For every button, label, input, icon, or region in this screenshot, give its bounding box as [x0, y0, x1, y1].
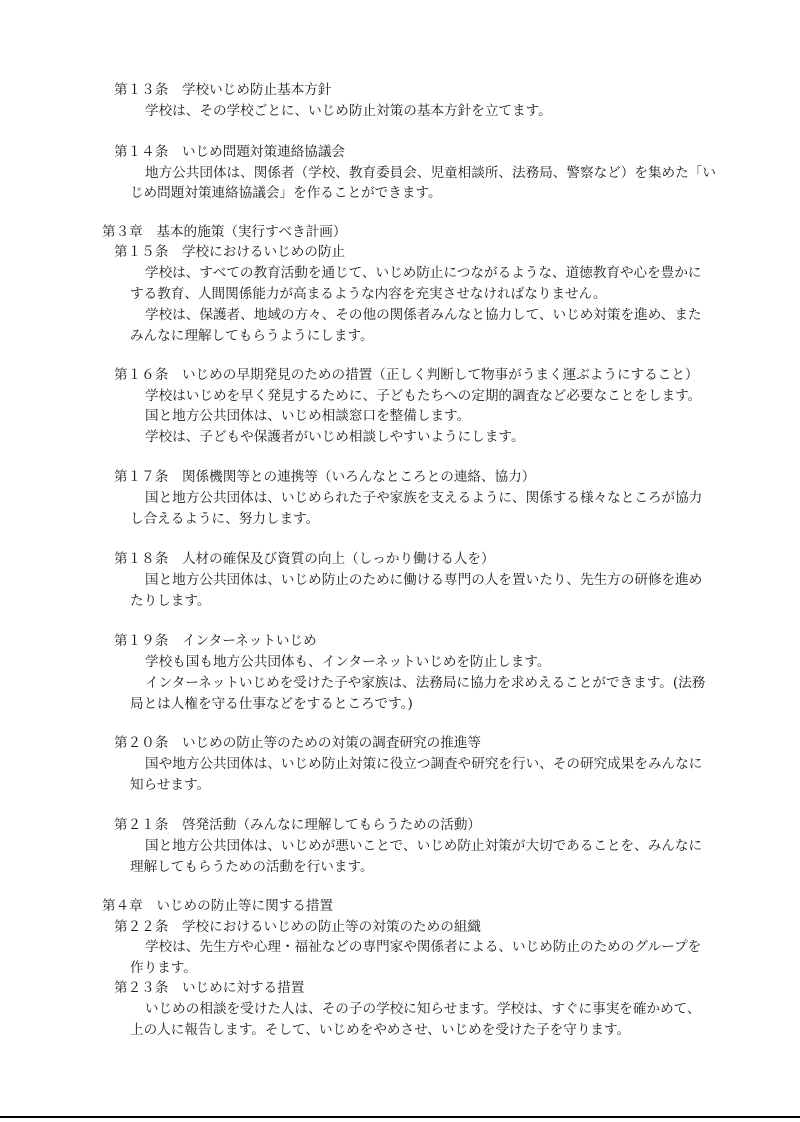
- article-21-line-2: 理解してもらうための活動を行います。: [130, 859, 374, 875]
- article-13-heading: 第１３条 学校いじめ防止基本方針: [114, 82, 332, 98]
- article-16-line-1: 学校はいじめを早く発見するために、子どもたちへの定期的調査など必要なことをします。: [145, 388, 702, 404]
- article-15-line-4: みんなに理解してもらうようにします。: [130, 328, 374, 344]
- article-14-line-2: じめ問題対策連絡協議会」を作ることができます。: [130, 185, 442, 201]
- article-18-line-1: 国と地方公共団体は、いじめ防止のために働ける専門の人を置いたり、先生方の研修を進め: [145, 572, 703, 588]
- article-21-line-1: 国と地方公共団体は、いじめが悪いことで、いじめ防止対策が大切であることを、みんなに: [145, 838, 703, 854]
- article-17-line-2: し合えるように、努力します。: [130, 511, 320, 527]
- article-15-heading: 第１５条 学校におけるいじめの防止: [114, 244, 346, 260]
- article-22-heading: 第２２条 学校におけるいじめの防止等の対策のための組織: [114, 919, 482, 935]
- article-13-line-1: 学校は、その学校ごとに、いじめ防止対策の基本方針を立てます。: [145, 103, 552, 119]
- article-16-line-3: 学校は、子どもや保護者がいじめ相談しやすいようにします。: [145, 429, 525, 445]
- article-21-heading: 第２１条 啓発活動（みんなに理解してもらうための活動）: [114, 817, 482, 833]
- article-19-heading: 第１９条 インターネットいじめ: [114, 633, 317, 649]
- article-20-line-2: 知らせます。: [130, 777, 211, 793]
- article-22-line-2: 作ります。: [130, 960, 197, 976]
- article-14-line-1: 地方公共団体は、関係者（学校、教育委員会、児童相談所、法務局、警察など）を集めた「い: [145, 165, 716, 181]
- article-20-heading: 第２０条 いじめの防止等のための対策の調査研究の推進等: [114, 735, 482, 751]
- article-23-heading: 第２３条 いじめに対する措置: [114, 980, 305, 996]
- article-19-line-1: 学校も国も地方公共団体も、インターネットいじめを防止します。: [145, 654, 551, 670]
- article-22-line-1: 学校は、先生方や心理・福祉などの専門家や関係者による、いじめ防止のためのグループを: [145, 939, 702, 955]
- chapter-4-heading: 第４章 いじめの防止等に関する措置: [102, 898, 334, 914]
- article-23-line-1: いじめの相談を受けた人は、その子の学校に知らせます。学校は、すぐに事実を確かめて、: [145, 1001, 701, 1017]
- article-19-line-3: 局とは人権を守る仕事などをするところです。): [130, 696, 413, 712]
- article-17-line-1: 国と地方公共団体は、いじめられた子や家族を支えるように、関係する様々なところが協力: [145, 490, 703, 506]
- article-18-heading: 第１８条 人材の確保及び資質の向上（しっかり働ける人を）: [114, 551, 495, 567]
- article-17-heading: 第１７条 関係機関等との連携等（いろんなところとの連絡、協力）: [114, 469, 536, 485]
- article-20-line-1: 国や地方公共団体は、いじめ防止対策に役立つ調査や研究を行い、その研究成果をみんなに: [145, 756, 703, 772]
- article-15-line-1: 学校は、すべての教育活動を通じて、いじめ防止につながるような、道徳教育や心を豊かに: [145, 265, 702, 281]
- article-15-line-2: する教育、人間関係能力が高まるような内容を充実させなければなりません。: [130, 286, 607, 302]
- article-19-line-2: インターネットいじめを受けた子や家族は、法務局に協力を求めえることができます。(法務: [145, 675, 706, 691]
- article-16-heading: 第１６条 いじめの早期発見のための措置（正しく判断して物事がうまく運ぶようにすること）: [114, 367, 699, 383]
- chapter-3-heading: 第３章 基本的施策（実行すべき計画）: [102, 224, 347, 240]
- article-16-line-2: 国と地方公共団体は、いじめ相談窓口を整備します。: [145, 408, 471, 424]
- article-15-line-3: 学校は、保護者、地域の方々、その他の関係者みんなと協力して、いじめ対策を進め、また: [145, 307, 702, 323]
- article-23-line-2: 上の人に報告します。そして、いじめをやめさせ、いじめを受けた子を守ります。: [130, 1022, 631, 1038]
- article-18-line-2: たりします。: [130, 593, 211, 609]
- page-bottom-rule: [0, 1116, 800, 1118]
- article-14-heading: 第１４条 いじめ問題対策連絡協議会: [114, 144, 346, 160]
